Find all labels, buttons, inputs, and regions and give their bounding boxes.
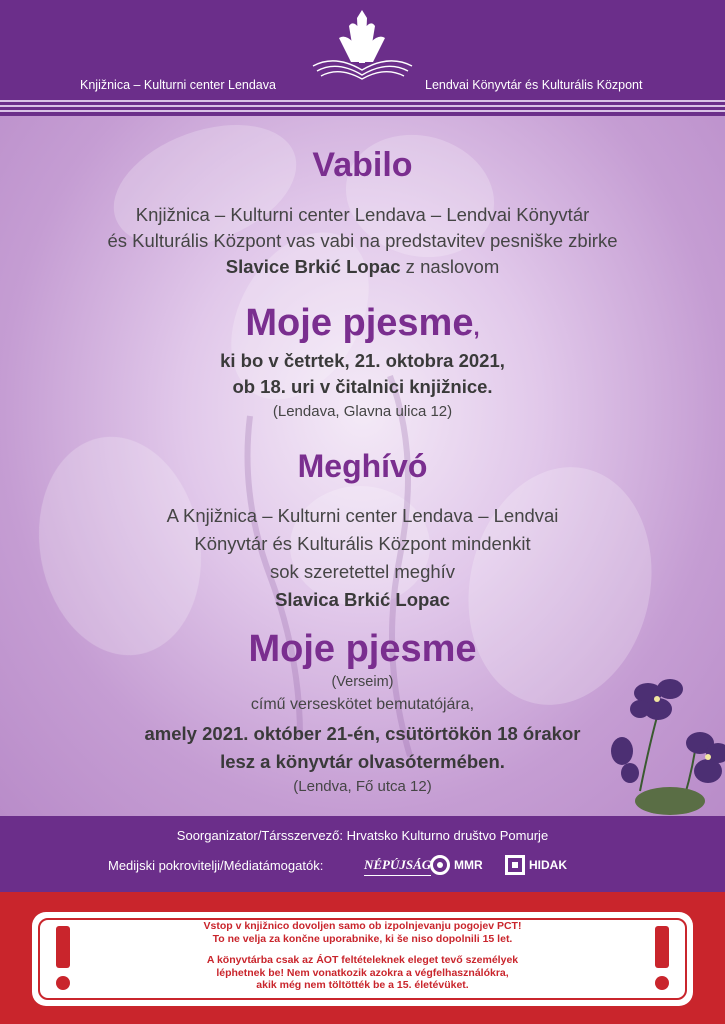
hungarian-intro-line: Könyvtár és Kulturális Központ mindenkit — [194, 533, 531, 554]
exclamation-left-icon — [56, 926, 70, 992]
book-wheat-logo-icon — [305, 8, 420, 80]
slovene-date-line: ki bo v četrtek, 21. oktobra 2021, — [220, 350, 505, 371]
warning-line-hu: akik még nem töltötték be a 15. életévüket. — [256, 979, 469, 991]
hungarian-author-name: Slavica Brkić Lopac — [275, 589, 450, 610]
mmr-ring-icon — [430, 855, 450, 875]
warning-box — [32, 912, 693, 1006]
header-right-text: Lendvai Könyvtár és Kulturális Központ — [425, 78, 643, 92]
hungarian-presentation-line: című verseskötet bemutatójára, — [250, 696, 475, 713]
hungarian-title: Meghívó — [297, 448, 428, 484]
coorganizer-text: Soorganizator/Társszervező: Hrvatsko Kulturno društvo Pomurje — [176, 828, 549, 843]
warning-text — [92, 920, 633, 992]
hungarian-intro-line: A Knjižnica – Kulturni center Lendava – Lendvai — [166, 505, 559, 526]
hungarian-address: (Lendva, Fő utca 12) — [293, 778, 432, 795]
slovene-book-title: Moje pjesme — [245, 302, 474, 344]
hungarian-place-line: lesz a könyvtár olvasótermében. — [220, 751, 505, 772]
hungarian-date-line: amely 2021. október 21-én, csütörtökön 18 órakor — [144, 723, 581, 744]
warning-line-hu: léphetnek be! Nem vonatkozik azokra a végfelhasználókra, — [216, 966, 509, 979]
warning-line-si: Vstop v knjižnico dovoljen samo ob izpolnjevanju pogojev PCT! — [203, 920, 522, 932]
invitation-body — [0, 116, 725, 816]
mmr-logo-text: MMR — [454, 858, 483, 872]
warning-line-hu: A könyvtárba csak az ÁOT feltételeknek eleget tevő személyek — [206, 954, 519, 966]
hidak-logo-text: HIDAK — [529, 858, 567, 872]
covid-warning-band — [0, 892, 725, 1024]
hungarian-translation: (Verseim) — [331, 674, 394, 690]
warning-line-si: To ne velja za končne uporabnike, ki še niso dopolnili 15 let. — [212, 932, 513, 945]
slovene-author-name: Slavice Brkić Lopac — [225, 256, 401, 277]
hungarian-book-title: Moje pjesme — [248, 628, 477, 670]
slovene-intro-line: Knjižnica – Kulturni center Lendava – Lendvai Könyvtár — [135, 204, 590, 225]
header-divider-lines — [0, 100, 725, 116]
footer-band — [0, 816, 725, 892]
slovene-book-title-comma: , — [473, 315, 480, 340]
hungarian-intro — [0, 502, 725, 614]
slovene-address: (Lendava, Glavna ulica 12) — [272, 403, 453, 420]
slovene-title: Vabilo — [312, 146, 413, 184]
hungarian-intro-line: sok szeretettel meghív — [269, 561, 456, 582]
hungarian-event-details — [0, 720, 725, 776]
slovene-author-line — [0, 254, 725, 280]
media-sponsors-label: Medijski pokrovitelji/Médiatámogatók: — [108, 858, 324, 873]
exclamation-right-icon — [655, 926, 669, 992]
nepujsag-logo: NÉPÚJSÁG — [364, 854, 431, 876]
hidak-logo — [505, 854, 567, 876]
hidak-square-icon — [505, 855, 525, 875]
slovene-event-details — [0, 348, 725, 400]
slovene-time-line: ob 18. uri v čitalnici knjižnice. — [232, 376, 493, 397]
slovene-author-suffix: z naslovom — [400, 256, 500, 277]
slovene-intro-line: és Kulturális Központ vas vabi na predstavitev pesniške zbirke — [107, 230, 618, 251]
mmr-logo — [430, 854, 483, 876]
header-left-text: Knjižnica – Kulturni center Lendava — [80, 78, 276, 92]
header-band — [0, 0, 725, 116]
slovene-intro — [0, 202, 725, 280]
slovene-book-title-line — [0, 302, 725, 345]
